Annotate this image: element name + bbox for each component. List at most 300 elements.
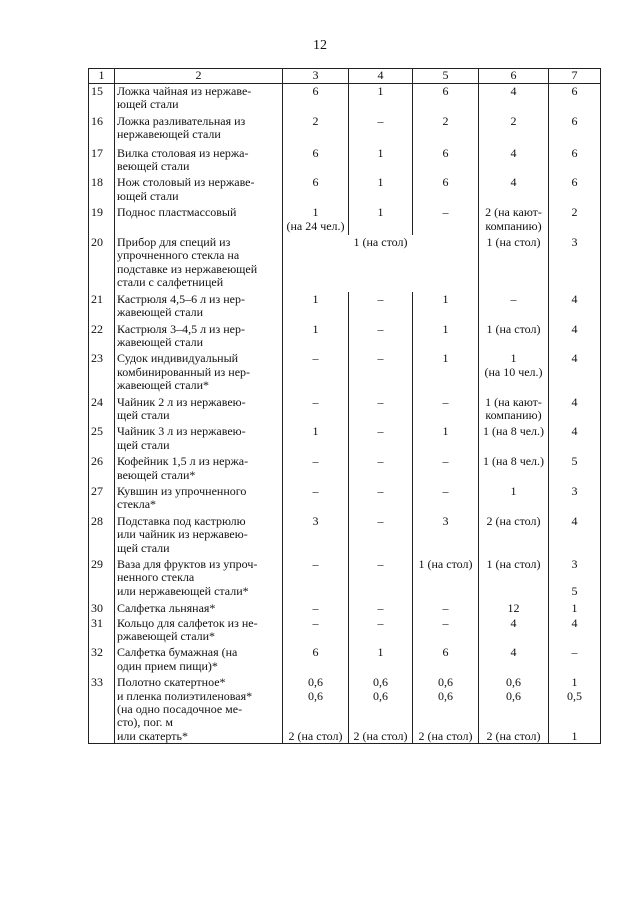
cell-col6	[479, 292, 549, 322]
item-name	[115, 616, 283, 646]
cell-value: 1	[442, 291, 449, 306]
column-header: 4	[349, 69, 413, 84]
cell-col4	[349, 557, 413, 601]
table-row	[89, 292, 601, 322]
table-row	[89, 235, 601, 292]
cell-value: 0,6	[373, 688, 388, 703]
cell-value	[481, 716, 546, 729]
cell-value	[351, 703, 410, 716]
cell-value: –	[377, 483, 384, 498]
item-name	[115, 114, 283, 146]
cell-col4	[349, 514, 413, 557]
cell-col7	[549, 175, 601, 205]
item-name-line: один прием пищи)*	[117, 658, 218, 673]
cell-col7	[549, 114, 601, 146]
cell-col7	[549, 322, 601, 352]
item-name-line: Ложка разливательная из	[117, 113, 246, 128]
item-name-line: или нержавеющей стали*	[117, 583, 249, 598]
cell-col6	[479, 322, 549, 352]
cell-col3	[283, 205, 349, 235]
cell-col5	[413, 557, 479, 601]
cell-value: 0,6	[438, 688, 453, 703]
cell-value: 6	[442, 84, 449, 98]
cell-col7	[549, 557, 601, 601]
cell-value: –	[377, 291, 384, 306]
column-header: 6	[479, 69, 549, 84]
cell-value: 4	[510, 645, 517, 660]
item-name-line: веющей стали	[117, 159, 190, 174]
cell-value: 4	[571, 394, 578, 409]
row-number: 24	[89, 395, 115, 425]
cell-value: 1 (на стол)	[486, 235, 541, 250]
cell-value: 1	[442, 424, 449, 439]
cell-col4	[349, 484, 413, 514]
cell-col5	[413, 292, 479, 322]
row-number: 21	[89, 292, 115, 322]
item-name-line: или чайник из нержавею-	[117, 527, 248, 542]
row-number: 30	[89, 601, 115, 615]
cell-value: 3	[571, 235, 578, 250]
table-row	[89, 395, 601, 425]
item-name-line: и пленка полиэтиленовая*	[117, 688, 253, 703]
row-number: 26	[89, 454, 115, 484]
row-number: 25	[89, 424, 115, 454]
cell-value: –	[312, 615, 319, 630]
item-name-line: стекла*	[117, 497, 157, 512]
cell-value: –	[312, 483, 319, 498]
cell-value: –	[312, 557, 319, 571]
cell-value: 6	[442, 175, 449, 190]
cell-col6	[479, 84, 549, 114]
cell-col6	[479, 351, 549, 394]
cell-value: 1 (на стол)	[418, 557, 473, 571]
cell-value: 0,5	[567, 688, 582, 703]
item-name-line: комбинированный из нер-	[117, 364, 251, 379]
cell-col7	[549, 205, 601, 235]
cell-col3	[283, 645, 349, 675]
cell-col6	[479, 395, 549, 425]
item-name-line: Чайник 2 л из нержавею-	[117, 394, 246, 409]
row-number: 32	[89, 645, 115, 675]
cell-col6	[479, 114, 549, 146]
item-name	[115, 351, 283, 394]
item-name	[115, 557, 283, 601]
cell-col7	[549, 235, 601, 292]
cell-col5	[413, 616, 479, 646]
item-name-line: щей стали	[117, 437, 170, 452]
cell-value: –	[377, 113, 384, 128]
item-name-line: Салфетка льняная*	[117, 601, 216, 616]
cell-value: –	[377, 321, 384, 336]
item-name-line: подставке из нержавеющей	[117, 261, 258, 276]
table-row	[89, 424, 601, 454]
item-name	[115, 645, 283, 675]
cell-col3	[283, 146, 349, 176]
cell-col7	[549, 645, 601, 675]
row-number: 17	[89, 146, 115, 176]
cell-col4	[349, 292, 413, 322]
item-name	[115, 292, 283, 322]
cell-col5	[413, 205, 479, 235]
table-row	[89, 557, 601, 601]
cell-value: 1	[571, 728, 578, 743]
cell-col5	[413, 114, 479, 146]
cell-value: 1	[377, 645, 384, 660]
cell-value: –	[571, 645, 578, 660]
cell-col5	[413, 395, 479, 425]
item-name-line: Поднос пластмассовый	[117, 205, 237, 220]
item-name	[115, 395, 283, 425]
cell-value: –	[377, 557, 384, 571]
cell-value: компанию)	[485, 407, 542, 422]
cell-value: –	[377, 615, 384, 630]
cell-col5	[413, 601, 479, 615]
row-number: 23	[89, 351, 115, 394]
cell-value: –	[312, 454, 319, 469]
column-header: 2	[115, 69, 283, 84]
cell-value: 0,6	[373, 675, 388, 690]
item-name-line: Вилка столовая из нержа-	[117, 145, 249, 160]
cell-col4	[349, 675, 413, 744]
cell-col6	[479, 557, 549, 601]
cell-col6	[479, 675, 549, 744]
cell-col6	[479, 424, 549, 454]
cell-col4	[349, 175, 413, 205]
cell-value: 4	[571, 513, 578, 528]
cell-value	[415, 703, 476, 716]
cell-col7	[549, 351, 601, 394]
column-header: 5	[413, 69, 479, 84]
table-row	[89, 146, 601, 176]
row-number: 28	[89, 514, 115, 557]
cell-value: –	[442, 394, 449, 409]
item-name-line: нержавеющей стали	[117, 127, 221, 142]
cell-col7	[549, 84, 601, 114]
item-name	[115, 454, 283, 484]
table-row	[89, 514, 601, 557]
cell-col5	[413, 454, 479, 484]
item-name	[115, 84, 283, 114]
item-name-line: ющей стали	[117, 188, 179, 203]
row-number: 27	[89, 484, 115, 514]
table-row	[89, 645, 601, 675]
cell-col5	[413, 424, 479, 454]
item-name	[115, 235, 283, 292]
cell-value	[551, 571, 598, 584]
cell-col7	[549, 601, 601, 615]
cell-col3	[283, 601, 349, 615]
header-row	[89, 69, 601, 84]
cell-value: 3	[312, 513, 319, 528]
cell-col6	[479, 146, 549, 176]
cell-value: 1 (на 8 чел.)	[482, 424, 545, 439]
item-name	[115, 484, 283, 514]
cell-col4	[349, 205, 413, 235]
row-number: 22	[89, 322, 115, 352]
cell-col5	[413, 645, 479, 675]
item-name-line: Кастрюля 3–4,5 л из нер-	[117, 321, 245, 336]
item-name-line: Судок индивидуальный	[117, 351, 239, 366]
cell-col3	[283, 175, 349, 205]
cell-value: 0,6	[438, 675, 453, 690]
cell-col6	[479, 175, 549, 205]
cell-value: 4	[510, 175, 517, 190]
cell-value: 6	[312, 145, 319, 160]
cell-value: 2 (на стол)	[288, 728, 343, 743]
cell-value: 1	[571, 601, 578, 616]
row-number: 19	[89, 205, 115, 235]
cell-value: 3	[442, 513, 449, 528]
cell-value: 1	[377, 145, 384, 160]
cell-col4	[349, 601, 413, 615]
cell-value: 2	[442, 113, 449, 128]
cell-col4	[349, 84, 413, 114]
cell-value: 4	[571, 291, 578, 306]
cell-col5	[413, 84, 479, 114]
item-name-line: Кольцо для салфеток из не-	[117, 615, 258, 630]
cell-col7	[549, 454, 601, 484]
row-number: 31	[89, 616, 115, 646]
cell-value: 2 (на кают-	[485, 205, 542, 220]
cell-value: –	[312, 601, 319, 616]
cell-value	[351, 716, 410, 729]
cell-value: 1 (на 8 чел.)	[482, 454, 545, 469]
cell-col5	[413, 322, 479, 352]
cell-col4	[349, 616, 413, 646]
cell-value: 1	[377, 175, 384, 190]
cell-value: 6	[312, 645, 319, 660]
cell-col4	[349, 395, 413, 425]
cell-col5	[413, 484, 479, 514]
row-number: 18	[89, 175, 115, 205]
cell-value: 1	[510, 351, 517, 366]
item-name-line: Кувшин из упрочненного	[117, 483, 247, 498]
item-name-line: (на одно посадочное ме-	[117, 702, 243, 717]
cell-col7	[549, 395, 601, 425]
cell-value	[285, 703, 346, 716]
table-row	[89, 84, 601, 114]
cell-col6	[479, 645, 549, 675]
cell-value: 4	[571, 615, 578, 630]
cell-value: 4	[571, 424, 578, 439]
cell-value: 6	[442, 145, 449, 160]
item-name-line: Чайник 3 л из нержавею-	[117, 424, 246, 439]
cell-col5	[413, 146, 479, 176]
cell-col3	[283, 454, 349, 484]
table-row	[89, 351, 601, 394]
cell-col6	[479, 454, 549, 484]
cell-value: 1 (на стол)	[486, 321, 541, 336]
cell-value: 3	[571, 483, 578, 498]
cell-value: 4	[571, 321, 578, 336]
cell-value: 6	[571, 113, 578, 128]
item-name	[115, 322, 283, 352]
table-row	[89, 114, 601, 146]
cell-value: 1	[571, 675, 578, 690]
cell-value	[415, 716, 476, 729]
cell-value	[551, 703, 598, 716]
cell-col7	[549, 675, 601, 744]
cell-col3	[283, 484, 349, 514]
item-name-line: Прибор для специй из	[117, 235, 231, 250]
cell-col6	[479, 601, 549, 615]
column-header: 7	[549, 69, 601, 84]
item-name-line: щей стали	[117, 407, 170, 422]
cell-value: –	[377, 513, 384, 528]
cell-col3	[283, 322, 349, 352]
item-name-line: щей стали	[117, 540, 170, 555]
equipment-table	[88, 68, 601, 744]
item-name-line: Салфетка бумажная (на	[117, 645, 238, 660]
cell-value: 1	[510, 483, 517, 498]
cell-value: 1	[442, 321, 449, 336]
cell-value: 2 (на стол)	[353, 728, 408, 743]
page-number: 12	[313, 38, 327, 53]
table-row	[89, 454, 601, 484]
cell-value: –	[377, 424, 384, 439]
cell-value: 4	[571, 351, 578, 366]
item-name-line: Нож столовый из нержаве-	[117, 175, 255, 190]
cell-value: –	[442, 615, 449, 630]
cell-value: –	[442, 483, 449, 498]
table-row	[89, 175, 601, 205]
cell-value: –	[312, 351, 319, 366]
item-name-line: сто), пог. м	[117, 715, 173, 730]
row-number: 16	[89, 114, 115, 146]
cell-value: –	[442, 601, 449, 616]
cell-value	[285, 716, 346, 729]
cell-col4	[349, 322, 413, 352]
item-name-line: упрочненного стекла на	[117, 248, 240, 263]
cell-col6	[479, 514, 549, 557]
cell-value: компанию)	[485, 218, 542, 233]
item-name-line: веющей стали*	[117, 467, 196, 482]
cell-value: 1	[312, 291, 319, 306]
cell-value: 0,6	[308, 675, 323, 690]
cell-value: 2	[312, 113, 319, 128]
cell-col3	[283, 84, 349, 114]
item-name-line: ющей стали	[117, 97, 179, 112]
table-row	[89, 675, 601, 744]
cell-col3	[283, 351, 349, 394]
cell-col3	[283, 675, 349, 744]
cell-value: 1	[312, 321, 319, 336]
cell-value: 6	[442, 645, 449, 660]
cell-value: –	[377, 454, 384, 469]
cell-value: –	[377, 394, 384, 409]
cell-col5	[413, 175, 479, 205]
cell-value: 6	[312, 175, 319, 190]
cell-value	[481, 703, 546, 716]
item-name-line: Подставка под кастрюлю	[117, 513, 246, 528]
cell-value: 1	[312, 205, 319, 220]
row-number: 15	[89, 84, 115, 114]
cell-value: 5	[571, 454, 578, 469]
cell-value: –	[442, 454, 449, 469]
cell-value: 4	[510, 615, 517, 630]
cell-value: –	[510, 291, 517, 306]
cell-value: 1	[442, 351, 449, 366]
cell-col7	[549, 514, 601, 557]
item-name-line: Ложка чайная из нержаве-	[117, 84, 252, 98]
item-name	[115, 514, 283, 557]
item-name-line: стали с салфетницей	[117, 275, 224, 290]
row-number: 33	[89, 675, 115, 744]
cell-col3	[283, 114, 349, 146]
cell-value: 1	[377, 205, 384, 220]
cell-col4	[349, 424, 413, 454]
cell-value: (на 24 чел.)	[286, 218, 345, 233]
cell-col3-5: 1 (на стол)	[283, 235, 479, 292]
item-name-line: Кофейник 1,5 л из нержа-	[117, 454, 249, 469]
cell-col6	[479, 484, 549, 514]
item-name	[115, 175, 283, 205]
cell-value: 4	[510, 145, 517, 160]
cell-col7	[549, 616, 601, 646]
item-name	[115, 424, 283, 454]
cell-col6	[479, 205, 549, 235]
cell-value: 1 (на стол)	[486, 557, 541, 571]
cell-value: 4	[510, 84, 517, 98]
table-row	[89, 205, 601, 235]
cell-col6	[479, 616, 549, 646]
cell-value: –	[377, 601, 384, 616]
cell-col5	[413, 675, 479, 744]
cell-col3	[283, 424, 349, 454]
cell-value: 2 (на стол)	[486, 513, 541, 528]
cell-col7	[549, 484, 601, 514]
cell-value: 6	[312, 84, 319, 98]
table-row	[89, 322, 601, 352]
cell-col5	[413, 351, 479, 394]
cell-value: 1	[377, 84, 384, 98]
cell-value: 6	[571, 175, 578, 190]
cell-value: 0,6	[506, 675, 521, 690]
cell-col4	[349, 146, 413, 176]
cell-value: 2 (на стол)	[486, 728, 541, 743]
cell-value: 1	[312, 424, 319, 439]
item-name-line: Кастрюля 4,5–6 л из нер-	[117, 291, 245, 306]
cell-col4	[349, 645, 413, 675]
cell-value: 1 (на кают-	[485, 394, 542, 409]
cell-value: 12	[507, 601, 520, 616]
cell-col3	[283, 395, 349, 425]
cell-col7	[549, 146, 601, 176]
item-name-line: жавеющей стали*	[117, 378, 210, 393]
item-name-line: жавеющей стали	[117, 305, 204, 320]
cell-col3	[283, 557, 349, 601]
item-name	[115, 205, 283, 235]
item-name-line: Полотно скатертное*	[117, 675, 226, 690]
cell-value: 0,6	[506, 688, 521, 703]
cell-value: 3	[571, 557, 578, 571]
cell-col5	[413, 514, 479, 557]
item-name	[115, 675, 283, 744]
column-header: 3	[283, 69, 349, 84]
cell-col4	[349, 351, 413, 394]
item-name	[115, 146, 283, 176]
cell-value: 6	[571, 145, 578, 160]
table-row	[89, 601, 601, 615]
item-name-line: ржавеющей стали*	[117, 629, 216, 644]
table-row	[89, 484, 601, 514]
cell-value: 2	[510, 113, 517, 128]
cell-value: (на 10 чел.)	[484, 364, 543, 379]
cell-value: –	[312, 394, 319, 409]
row-number: 20	[89, 235, 115, 292]
cell-value: –	[377, 351, 384, 366]
item-name-line: или скатерть*	[117, 728, 188, 743]
